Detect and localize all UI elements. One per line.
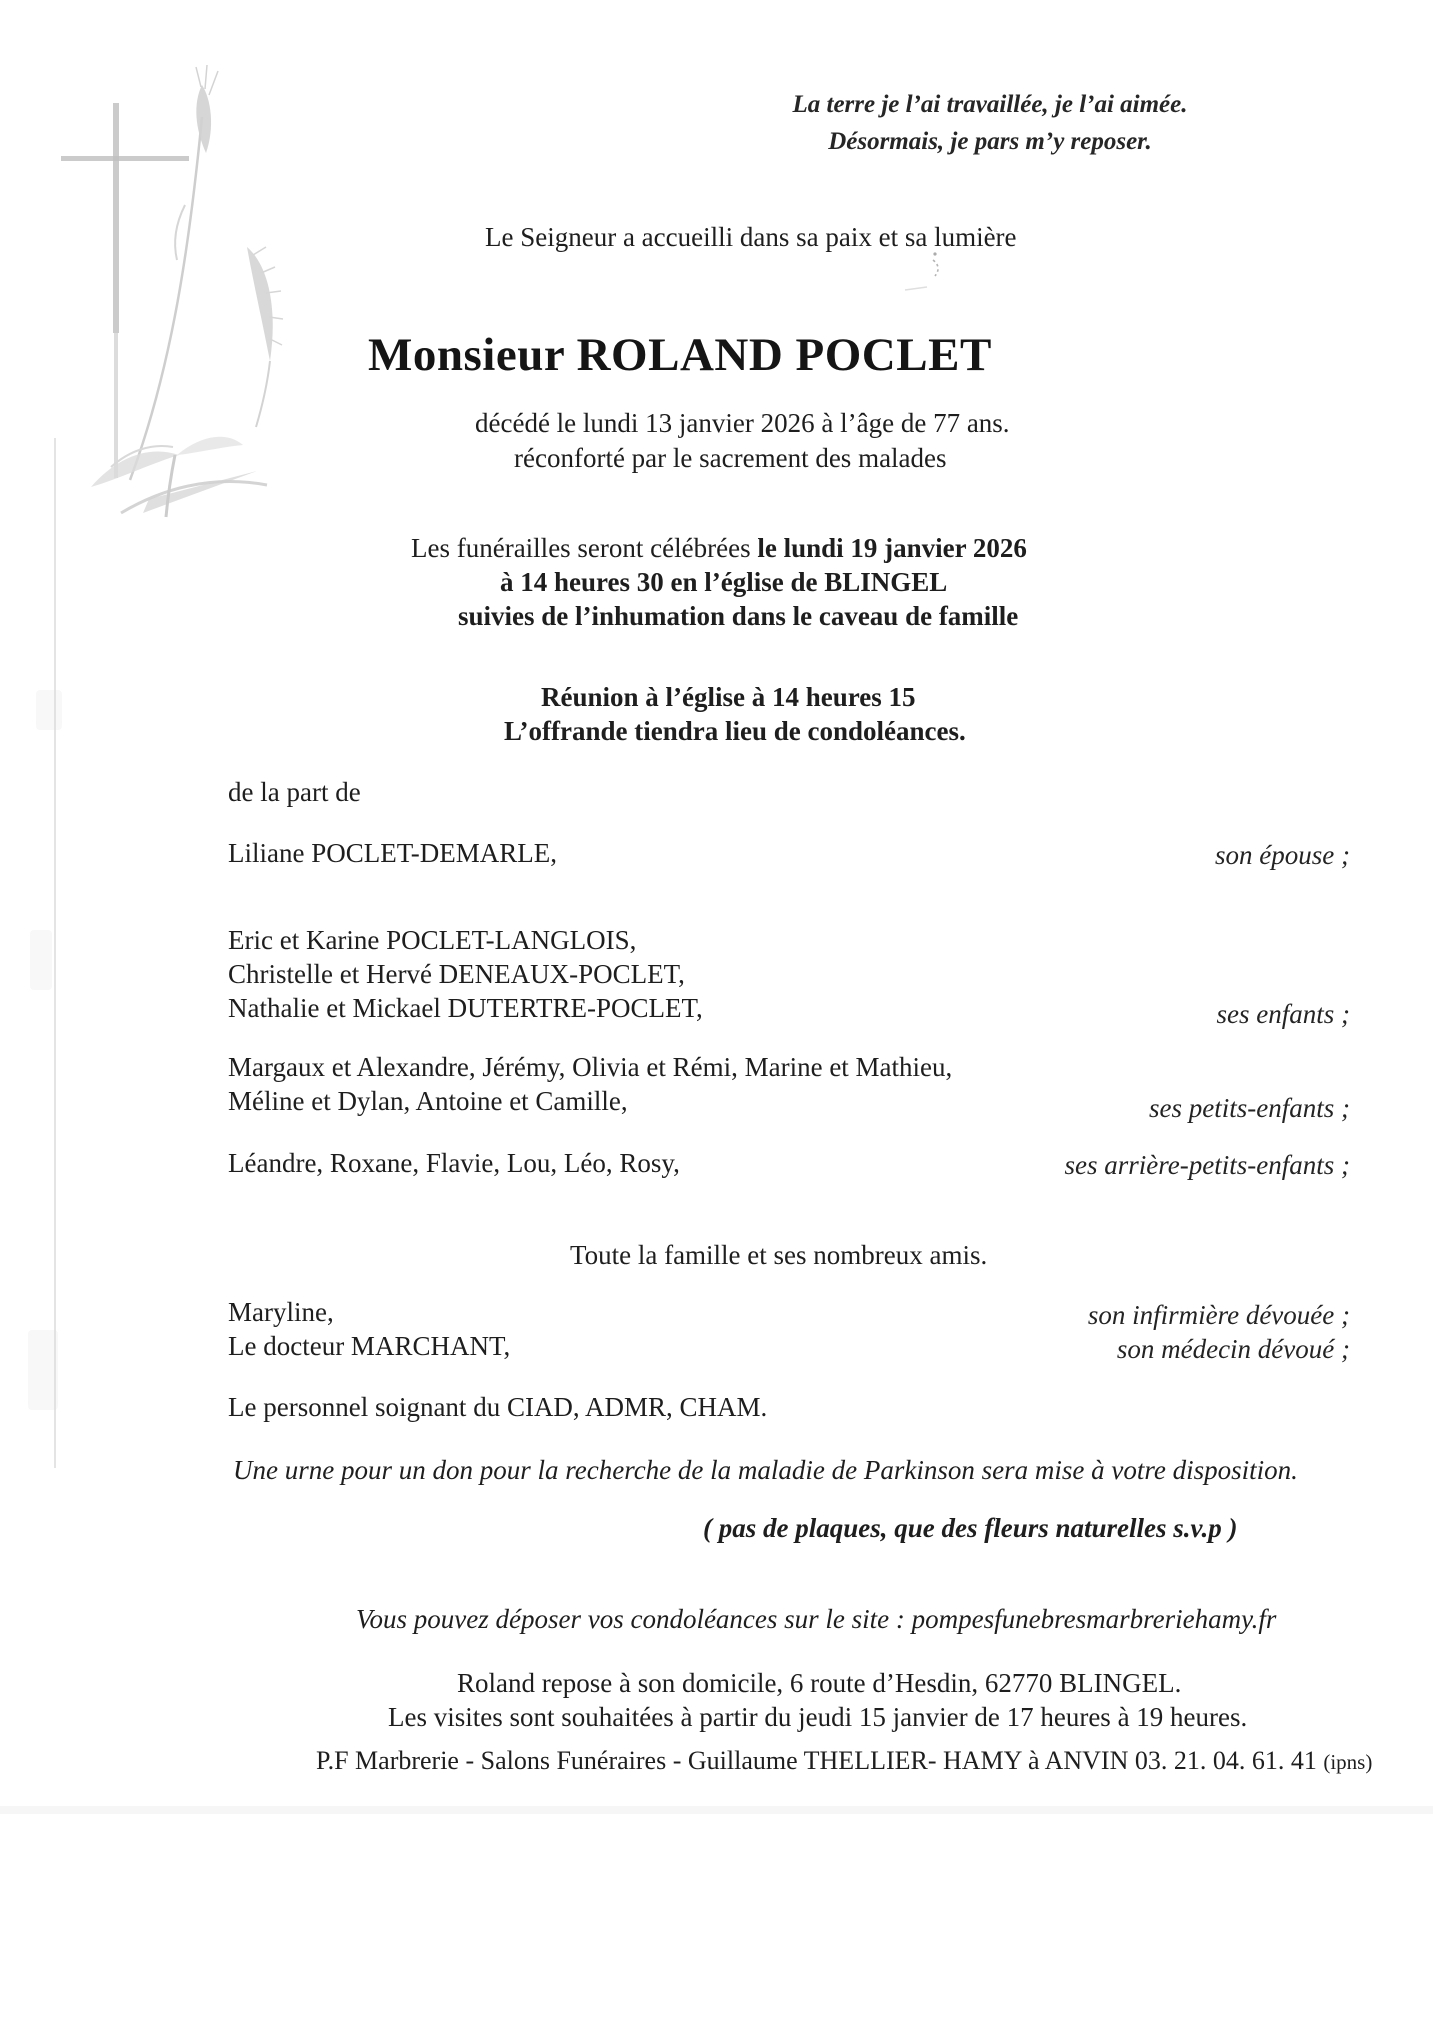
mourner-name-line: Méline et Dylan, Antoine et Camille, — [228, 1086, 628, 1116]
death-info-line-2: réconforté par le sacrement des malades — [514, 443, 947, 473]
funeral-line-1-date: le lundi 19 janvier 2026 — [757, 533, 1027, 563]
caregiver-relations — [1088, 1298, 1350, 1366]
staff-note: Le personnel soignant du CIAD, ADMR, CHAM. — [228, 1392, 768, 1422]
deceased-name-title: Monsieur ROLAND POCLET — [368, 329, 992, 381]
funeral-line-3: suivies de l’inhumation dans le caveau de famille — [458, 601, 1019, 631]
gathering-line-2: L’offrande tiendra lieu de condoléances. — [504, 716, 966, 746]
gathering-line-1: Réunion à l’église à 14 heures 15 — [541, 682, 916, 712]
cross-and-wheat-icon — [25, 55, 330, 520]
epigraph-line-2: Désormais, je pars m’y reposer. — [828, 128, 1152, 155]
relation-label-spouse: son épouse ; — [1215, 840, 1350, 870]
mourner-group-grandchildren — [228, 1050, 952, 1118]
footer-main-text: P.F Marbrerie - Salons Funéraires - Guillaume THELLIER- HAMY à ANVIN 03. 21. 04. 61. 41 — [316, 1746, 1324, 1775]
donation-note: Une urne pour un don pour la recherche de la maladie de Parkinson sera mise à votre disposition. — [233, 1455, 1298, 1485]
condolences-note: Vous pouvez déposer vos condoléances sur le site : pompesfunebresmarbreriehamy.fr — [356, 1604, 1277, 1634]
funeral-line-1 — [411, 531, 1027, 565]
scan-artifact-blotch — [28, 1330, 58, 1410]
mourner-name-line: Eric et Karine POCLET-LANGLOIS, — [228, 925, 637, 955]
caregiver-names — [228, 1295, 510, 1363]
mourner-name-line: Léandre, Roxane, Flavie, Lou, Léo, Rosy, — [228, 1148, 680, 1178]
mourner-name-line: Margaux et Alexandre, Jérémy, Olivia et Rémi, Marine et Mathieu, — [228, 1052, 953, 1082]
relation-label-doctor: son médecin dévoué ; — [1116, 1334, 1350, 1364]
caregiver-name-line: Le docteur MARCHANT, — [228, 1331, 511, 1361]
scan-artifact-mark — [903, 250, 965, 303]
scan-artifact-blotch — [30, 930, 52, 990]
mourner-group-children — [228, 923, 703, 1025]
mourner-name-line: Liliane POCLET-DEMARLE, — [228, 838, 557, 868]
death-info-line-1: décédé le lundi 13 janvier 2026 à l’âge de 77 ans. — [475, 408, 1010, 438]
flowers-note: ( pas de plaques, que des fleurs naturelles s.v.p ) — [703, 1513, 1238, 1543]
cross-and-wheat-artwork — [25, 55, 330, 525]
footer-funeral-home — [316, 1746, 1372, 1776]
repose-line-1: Roland repose à son domicile, 6 route d’Hesdin, 62770 BLINGEL. — [457, 1668, 1182, 1698]
relation-label-grandchildren: ses petits-enfants ; — [1149, 1093, 1350, 1123]
relation-label-children: ses enfants ; — [1216, 999, 1350, 1029]
epigraph — [755, 86, 1225, 160]
funeral-line-2: à 14 heures 30 en l’église de BLINGEL — [500, 567, 948, 597]
scan-artifact-blotch — [36, 690, 62, 730]
mourner-name-line: Christelle et Hervé DENEAUX-POCLET, — [228, 959, 685, 989]
footer-suffix-text: (ipns) — [1323, 1750, 1373, 1774]
on-behalf-of-label: de la part de — [228, 777, 361, 807]
family-note: Toute la famille et ses nombreux amis. — [570, 1240, 988, 1270]
scan-artifact-vertical-line — [54, 438, 56, 1468]
scan-artifact-band — [0, 1806, 1433, 1814]
mourner-name-line: Nathalie et Mickael DUTERTRE-POCLET, — [228, 993, 703, 1023]
relation-label-great-grandchildren: ses arrière-petits-enfants ; — [1064, 1150, 1350, 1180]
repose-line-2: Les visites sont souhaitées à partir du jeudi 15 janvier de 17 heures à 19 heures. — [388, 1702, 1248, 1732]
funeral-line-1-prefix: Les funérailles seront célébrées — [411, 533, 758, 563]
relation-label-nurse: son infirmière dévouée ; — [1087, 1300, 1350, 1330]
intro-line: Le Seigneur a accueilli dans sa paix et sa lumière — [485, 222, 1017, 252]
epigraph-line-1: La terre je l’ai travaillée, je l’ai aimée. — [792, 91, 1188, 118]
caregiver-name-line: Maryline, — [228, 1297, 334, 1327]
